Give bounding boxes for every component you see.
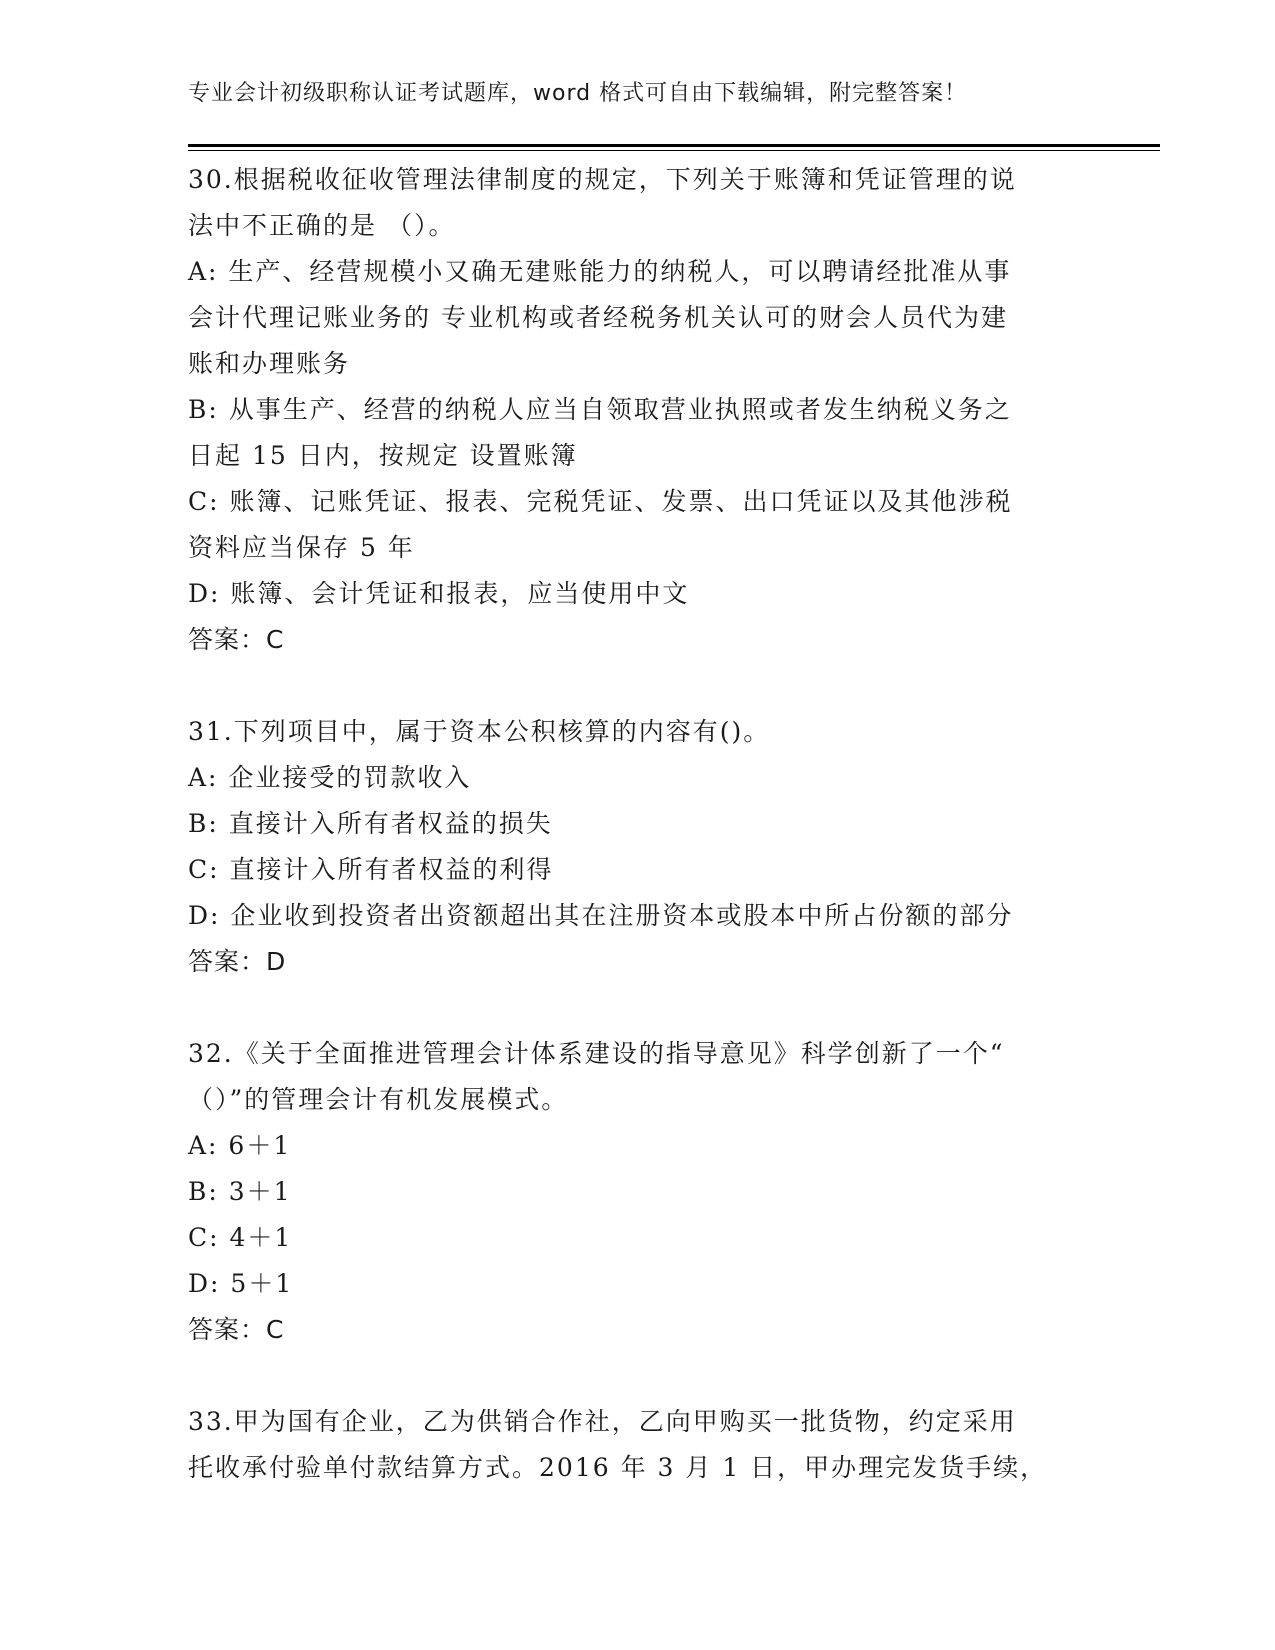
question-stem: （）”的管理会计有机发展模式。 [188, 1085, 569, 1114]
option-c: C: 直接计入所有者权益的利得 [188, 855, 554, 884]
answer-line: 答案：D [188, 947, 287, 976]
option-b: B: 直接计入所有者权益的损失 [188, 809, 553, 838]
question-stem: 31.下列项目中，属于资本公积核算的内容有()。 [188, 717, 771, 746]
option-c: C: 账簿、记账凭证、报表、完税凭证、发票、出口凭证以及其他涉税 [188, 487, 1013, 516]
option-d: D: 5＋1 [188, 1269, 294, 1298]
question-spacer [188, 1353, 1088, 1399]
question-stem: 32.《关于全面推进管理会计体系建设的指导意见》科学创新了一个“ [188, 1039, 1005, 1068]
question-spacer [188, 985, 1088, 1031]
option-a: A: 生产、经营规模小又确无建账能力的纳税人，可以聘请经批准从事 [188, 257, 1012, 286]
question-32 [188, 1031, 1088, 1353]
option-c: C: 4＋1 [188, 1223, 293, 1252]
option-a: 账和办理账务 [188, 349, 351, 378]
question-stem: 30.根据税收征收管理法律制度的规定，下列关于账簿和凭证管理的说 [188, 165, 1017, 194]
question-30 [188, 157, 1088, 663]
option-d: D: 账簿、会计凭证和报表，应当使用中文 [188, 579, 690, 608]
option-b: B: 3＋1 [188, 1177, 292, 1206]
question-list [188, 157, 1088, 1491]
answer-line: 答案：C [188, 1315, 285, 1344]
question-stem: 托收承付验单付款结算方式。2016 年 3 月 1 日，甲办理完发货手续， [188, 1453, 1048, 1482]
option-c: 资料应当保存 5 年 [188, 533, 415, 562]
question-spacer [188, 663, 1088, 709]
question-stem: 法中不正确的是 （）。 [188, 211, 456, 240]
question-33 [188, 1399, 1088, 1491]
header-rule-thin [188, 150, 1160, 151]
document-header: 专业会计初级职称认证考试题库，word 格式可自由下载编辑，附完整答案！ [188, 81, 968, 106]
option-b: B: 从事生产、经营的纳税人应当自领取营业执照或者发生纳税义务之 [188, 395, 1012, 424]
option-d: D: 企业收到投资者出资额超出其在注册资本或股本中所占份额的部分 [188, 901, 1014, 930]
question-31 [188, 709, 1088, 985]
option-b: 日起 15 日内，按规定 设置账簿 [188, 441, 578, 470]
option-a: 会计代理记账业务的 专业机构或者经税务机关认可的财会人员代为建 [188, 303, 1008, 332]
question-stem: 33.甲为国有企业，乙为供销合作社，乙向甲购买一批货物，约定采用 [188, 1407, 1017, 1436]
option-a: A: 6＋1 [188, 1131, 292, 1160]
option-a: A: 企业接受的罚款收入 [188, 763, 472, 792]
answer-line: 答案：C [188, 625, 285, 654]
header-rule-thick [188, 144, 1160, 147]
